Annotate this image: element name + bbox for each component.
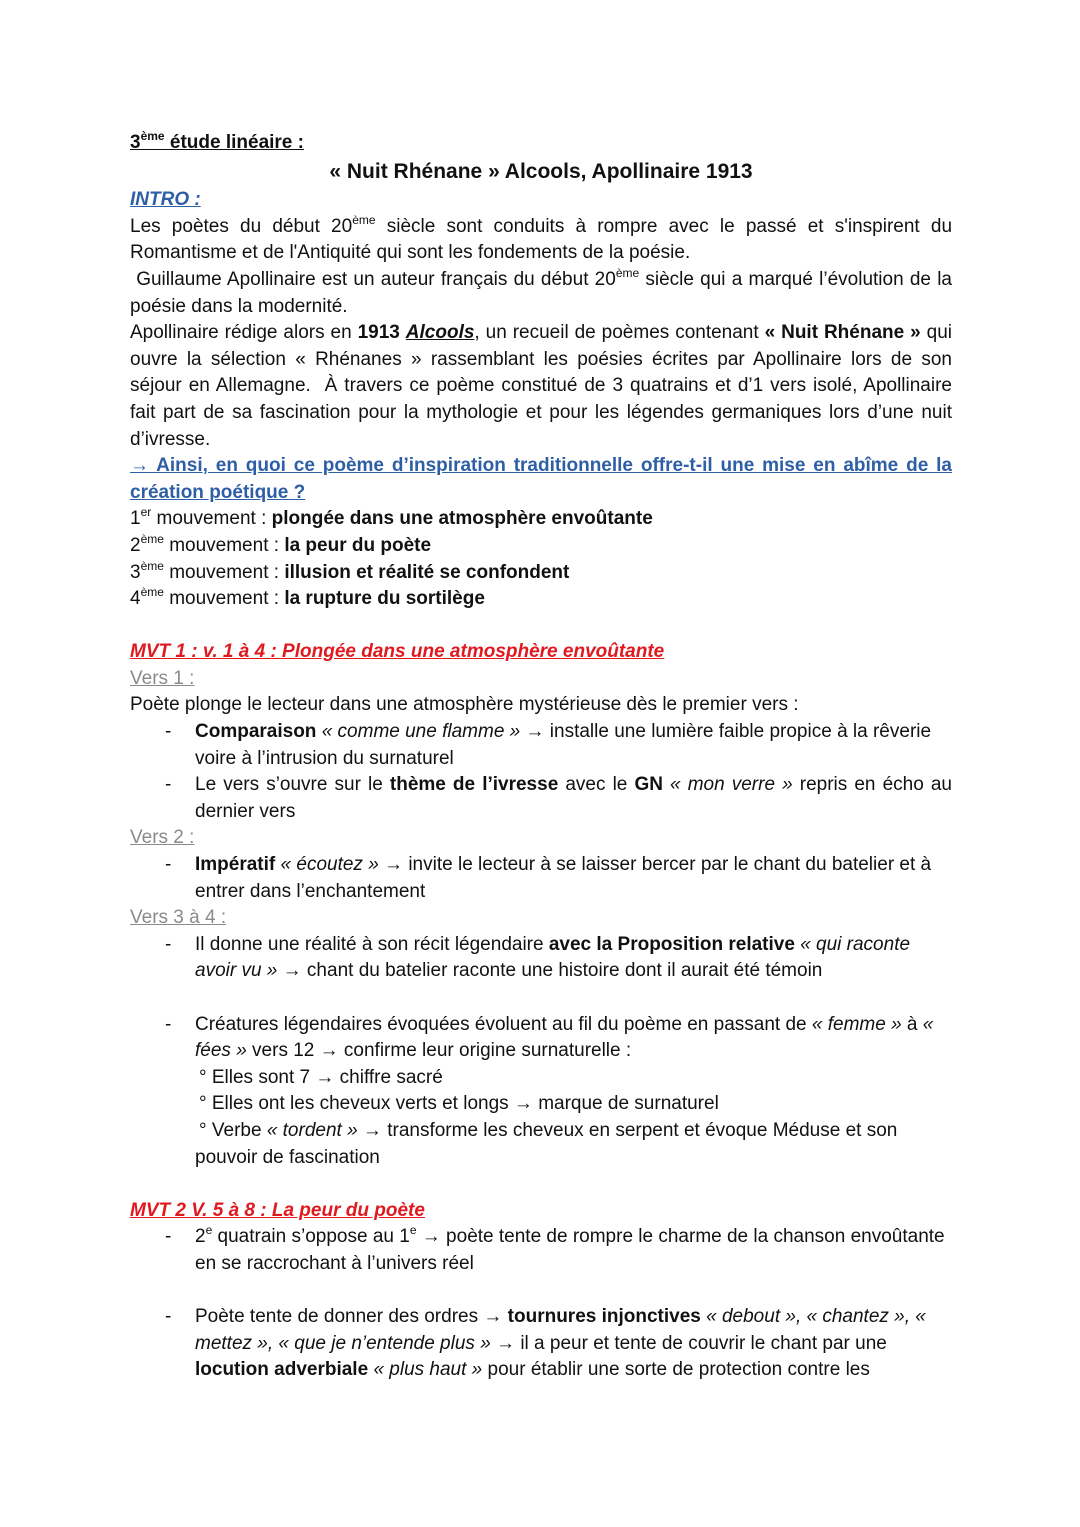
intro-paragraph-2: Guillaume Apollinaire est un auteur français du début 20ème siècle qui a marqué l’évolution de la poésie dans la modernité.: [130, 265, 952, 317]
vers1-list: [130, 719, 952, 825]
vers1-intro: Poète plonge le lecteur dans une atmosphère mystérieuse dès le premier vers :: [130, 694, 799, 716]
intro-paragraph-3: Apollinaire rédige alors en 1913 Alcools, un recueil de poèmes contenant « Nuit Rhénane » qui ouvre la sélection « Rhénanes » rassemblant les poésies écrites par Apollinaire lors de son séjour en Allemagne. À travers ce poème constitué de 3 quatrains et d’1 vers isolé, Apollinaire fait part de sa fascination pour la mythologie et pour les légendes germaniques lors d’une nuit d’ivresse.: [130, 322, 952, 450]
vers34-list-2: [130, 1012, 952, 1172]
movement-plan: [130, 506, 952, 612]
vers1-label: Vers 1 :: [130, 667, 195, 689]
list-item: - 2e quatrain s’oppose au $1^e$ → poète tente de rompre le charme de la chanson envoûtante en se raccrochant à l’univers réel: [195, 1224, 952, 1277]
movement-2: 2ème mouvement : la peur du poète: [130, 531, 432, 556]
list-item: - Le vers s’ouvre sur le thème de l’ivresse avec le GN « mon verre » repris en écho au dernier vers: [195, 772, 952, 825]
vers2-label: Vers 2 :: [130, 827, 195, 849]
intro-heading: INTRO :: [130, 189, 201, 211]
problematic-question: → Ainsi, en quoi ce poème d’inspiration traditionnelle offre-t-il une mise en abîme de la création poétique ?: [130, 455, 952, 503]
list-item: - Il donne une réalité à son récit légendaire avec la Proposition relative « qui raconte avoir vu » → chant du batelier raconte une histoire dont il aurait été témoin: [195, 932, 952, 985]
mvt2-list: [130, 1224, 952, 1277]
list-item: - Impératif « écoutez » → invite le lecteur à se laisser bercer par le chant du batelier et à entrer dans l’enchantement: [195, 852, 952, 905]
movement-3: 3ème mouvement : illusion et réalité se confondent: [130, 558, 570, 583]
list-item: - Poète tente de donner des ordres → tournures injonctives « debout », « chantez », « mettez », « que je n’entende plus » → il a peur et tente de couvrir le chant par une locution adverbiale « plus haut » pour établir une sorte de protection contre les: [195, 1304, 952, 1384]
movement-4: 4ème mouvement : la rupture du sortilège: [130, 585, 485, 610]
document-page: [130, 130, 952, 1384]
list-item: - Comparaison « comme une flamme » → installe une lumière faible propice à la rêverie voire à l’intrusion du surnaturel: [195, 719, 952, 772]
document-title: « Nuit Rhénane » Alcools, Apollinaire 1913: [329, 159, 753, 183]
movement-1: 1er mouvement : plongée dans une atmosphère envoûtante: [130, 505, 653, 530]
mvt2-heading: MVT 2 V. 5 à 8 : La peur du poète: [130, 1199, 425, 1221]
list-item: - Créatures légendaires évoquées évoluent au fil du poème en passant de « femme » à « fées » vers 12 → confirme leur origine surnaturelle : ° Elles sont 7 → chiffre sacré ° Elles ont les cheveux verts et longs → marque de surnaturel ° Verbe « tordent » → transforme les cheveux en serpent et évoque Méduse et son pouvoir de fascination: [195, 1012, 952, 1172]
vers34-label: Vers 3 à 4 :: [130, 907, 227, 929]
intro-paragraph-1: Les poètes du début 20ème siècle sont conduits à rompre avec le passé et s'inspirent du Romantisme et de l'Antiquité qui sont les fondements de la poésie.: [130, 212, 953, 264]
vers34-list: [130, 932, 952, 985]
mvt1-heading: MVT 1 : v. 1 à 4 : Plongée dans une atmosphère envoûtante: [130, 641, 665, 663]
mvt2-list-2: [130, 1304, 952, 1384]
study-label: 3ème étude linéaire :: [130, 129, 304, 153]
vers2-list: [130, 852, 952, 905]
